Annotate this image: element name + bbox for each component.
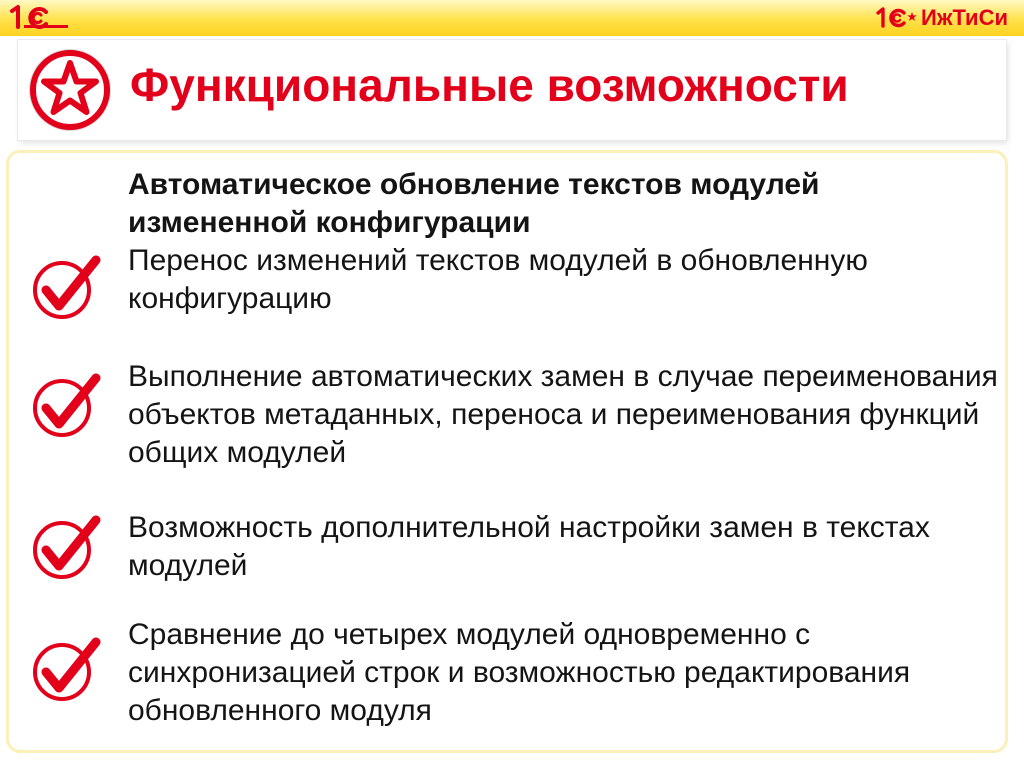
feature-item-3 — [128, 509, 1004, 585]
partner-name: ИжТиСи — [921, 5, 1008, 30]
star-in-circle-icon — [26, 46, 114, 134]
checkmark-circle-icon — [30, 252, 102, 324]
1c-mark-icon — [875, 7, 917, 29]
feature-text: Перенос изменений текстов модулей в обновленную конфигурацию — [128, 244, 868, 315]
1c-logo-icon — [8, 4, 78, 30]
feature-text: Возможность дополнительной настройки замен в текстах модулей — [128, 511, 930, 582]
feature-item-1 — [128, 166, 1004, 318]
checkmark-circle-icon — [30, 512, 102, 584]
partner-logo — [875, 4, 1008, 32]
checkmark-circle-icon — [30, 634, 102, 706]
top-bar — [0, 0, 1024, 36]
checkmark-circle-icon — [30, 370, 102, 442]
page-title: Функциональные возможности — [130, 59, 849, 111]
feature-text: Сравнение до четырех модулей одновременно с синхронизацией строк и возможностью редактирования обновленного модуля — [128, 618, 911, 727]
title-panel — [18, 40, 1006, 140]
feature-text: Выполнение автоматических замен в случае переименования объектов метаданных, переноса и переименования функций общих модулей — [128, 360, 998, 469]
feature-heading: Автоматическое обновление текстов модулей измененной конфигурации — [128, 168, 820, 239]
feature-item-4 — [128, 616, 1004, 730]
feature-item-2 — [128, 358, 1004, 472]
